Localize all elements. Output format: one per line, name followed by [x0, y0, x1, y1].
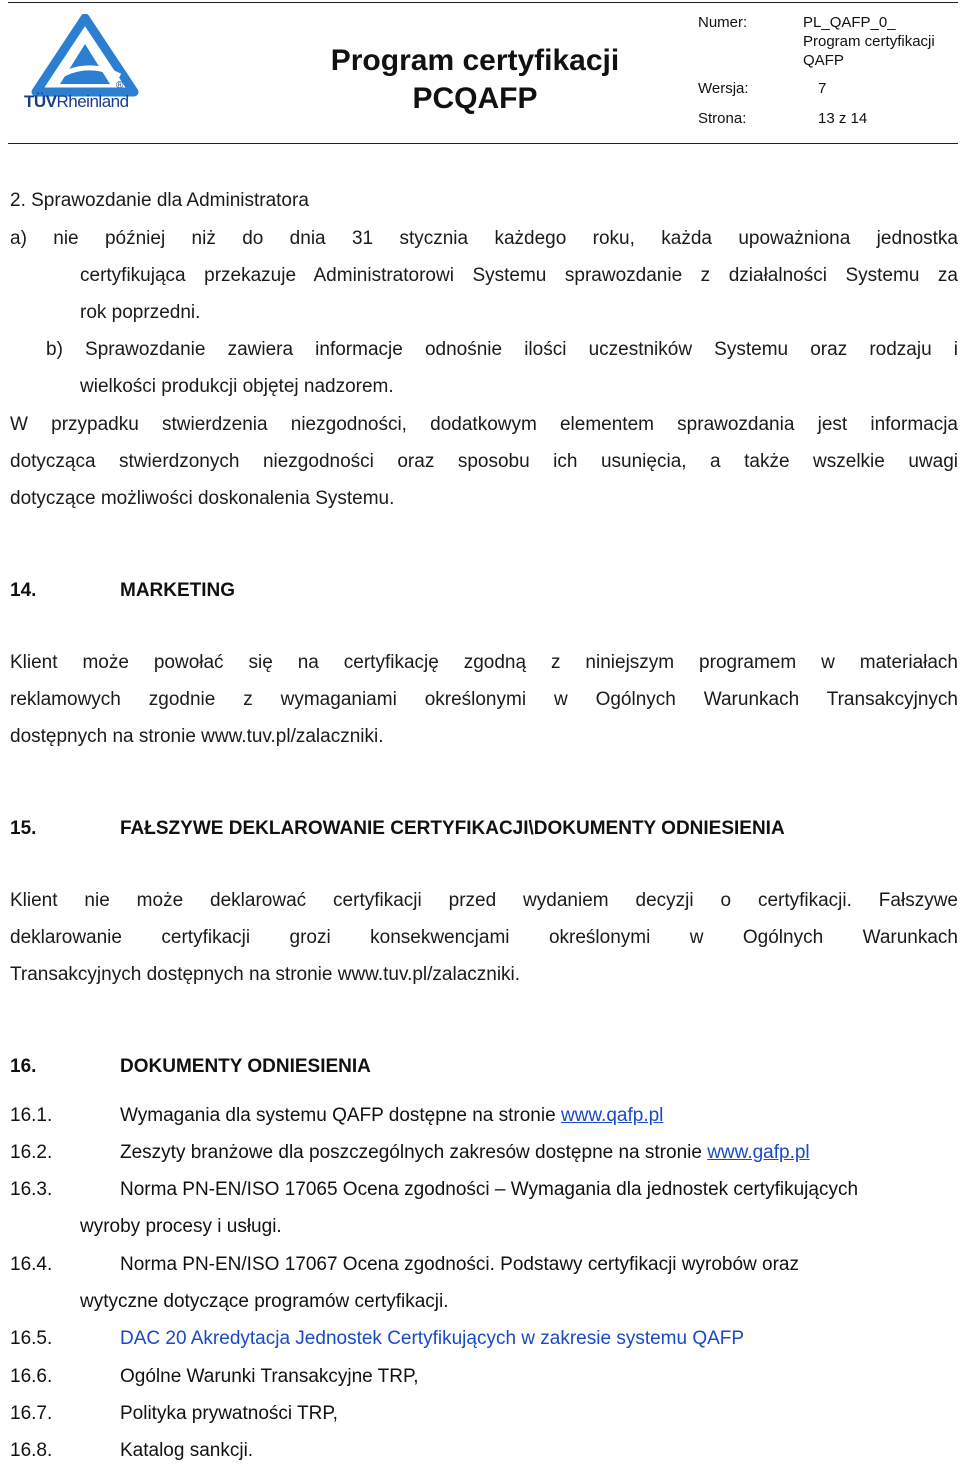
section14-heading: 14. MARKETING [10, 580, 236, 601]
section14-line1: Klient może powołać się na certyfikację zgodną z niniejszym programem w materiałach [10, 652, 958, 673]
dac20-link[interactable]: DAC 20 Akredytacja Jednostek Certyfikujących w zakresie systemu QAFP [120, 1328, 745, 1349]
registered-mark: ® [116, 80, 124, 91]
reference-item: 16.5. DAC 20 Akredytacja Jednostek Certyfikujących w zakresie systemu QAFP [10, 1328, 745, 1349]
strona-label: Strona: [698, 110, 747, 127]
numer-value-line2: Program certyfikacji [803, 33, 935, 50]
reference-item: 16.3. Norma PN-EN/ISO 17065 Ocena zgodności – Wymagania dla jednostek certyfikujących [10, 1179, 859, 1200]
reference-item-continuation: wytyczne dotyczące programów certyfikacji. [80, 1291, 449, 1312]
section14-line3: dostępnych na stronie www.tuv.pl/zalaczniki. [10, 726, 384, 747]
section16-heading: 16. DOKUMENTY ODNIESIENIA [10, 1056, 371, 1077]
reference-item: 16.7. Polityka prywatności TRP, [10, 1403, 338, 1424]
header-bottom-rule [8, 143, 958, 144]
logo-wordmark: TÜVRheinland [24, 92, 129, 111]
section2-a-line3: rok poprzedni. [80, 302, 201, 323]
section15-line1: Klient nie może deklarować certyfikacji przed wydaniem decyzji o certyfikacji. Fałszywe [10, 890, 958, 911]
reference-item: 16.6. Ogólne Warunki Transakcyjne TRP, [10, 1366, 419, 1387]
section14-line2: reklamowych zgodnie z wymaganiami określonymi w Ogólnych Warunkach Transakcyjnych [10, 689, 958, 710]
section2-w-line1: W przypadku stwierdzenia niezgodności, dodatkowym elementem sprawozdania jest informacja [10, 414, 958, 435]
reference-item: 16.2. Zeszyty branżowe dla poszczególnych zakresów dostępne na stronie www.gafp.pl [10, 1142, 810, 1163]
section2-a-line1: a) nie później niż do dnia 31 stycznia każdego roku, każda upoważniona jednostka [10, 228, 958, 249]
section15-line3: Transakcyjnych dostępnych na stronie www.tuv.pl/zalaczniki. [10, 964, 521, 985]
reference-item: 16.4. Norma PN-EN/ISO 17067 Ocena zgodności. Podstawy certyfikacji wyrobów oraz [10, 1254, 799, 1275]
section2-title: 2. Sprawozdanie dla Administratora [10, 190, 309, 211]
wersja-label: Wersja: [698, 80, 749, 97]
reference-item-continuation: wyroby procesy i usługi. [80, 1216, 282, 1237]
section15-heading: 15. FAŁSZYWE DEKLAROWANIE CERTYFIKACJI\DOKUMENTY ODNIESIENIA [10, 818, 785, 839]
document-title: Program certyfikacji PCQAFP [330, 44, 620, 115]
section2-w-line2: dotycząca stwierdzonych niezgodności oraz sposobu ich usunięcia, a także wszelkie uwagi [10, 451, 958, 472]
page-header [0, 0, 960, 150]
numer-value-line1: PL_QAFP_0_ [803, 14, 896, 31]
gafp-link[interactable]: www.gafp.pl [707, 1142, 810, 1163]
qafp-link[interactable]: www.qafp.pl [560, 1105, 664, 1126]
reference-item: 16.1. Wymagania dla systemu QAFP dostępne na stronie www.qafp.pl [10, 1105, 664, 1126]
section2-b-line2: wielkości produkcji objętej nadzorem. [80, 376, 394, 397]
section2-a-line2: certyfikująca przekazuje Administratorowi Systemu sprawozdanie z działalności Systemu za [80, 265, 958, 286]
header-top-rule [8, 2, 958, 3]
section2-w-line3: dotyczące możliwości doskonalenia Systemu. [10, 488, 395, 509]
numer-label: Numer: [698, 14, 748, 31]
section2-b-line1: b) Sprawozdanie zawiera informacje odnośnie ilości uczestników Systemu oraz rodzaju i [46, 339, 958, 360]
wersja-value: 7 [818, 80, 827, 97]
section15-line2: deklarowanie certyfikacji grozi konsekwencjami określonymi w Ogólnych Warunkach [10, 927, 958, 948]
numer-value-line3: QAFP [803, 52, 844, 69]
reference-item: 16.8. Katalog sankcji. [10, 1440, 254, 1461]
strona-value: 13 z 14 [818, 110, 868, 127]
